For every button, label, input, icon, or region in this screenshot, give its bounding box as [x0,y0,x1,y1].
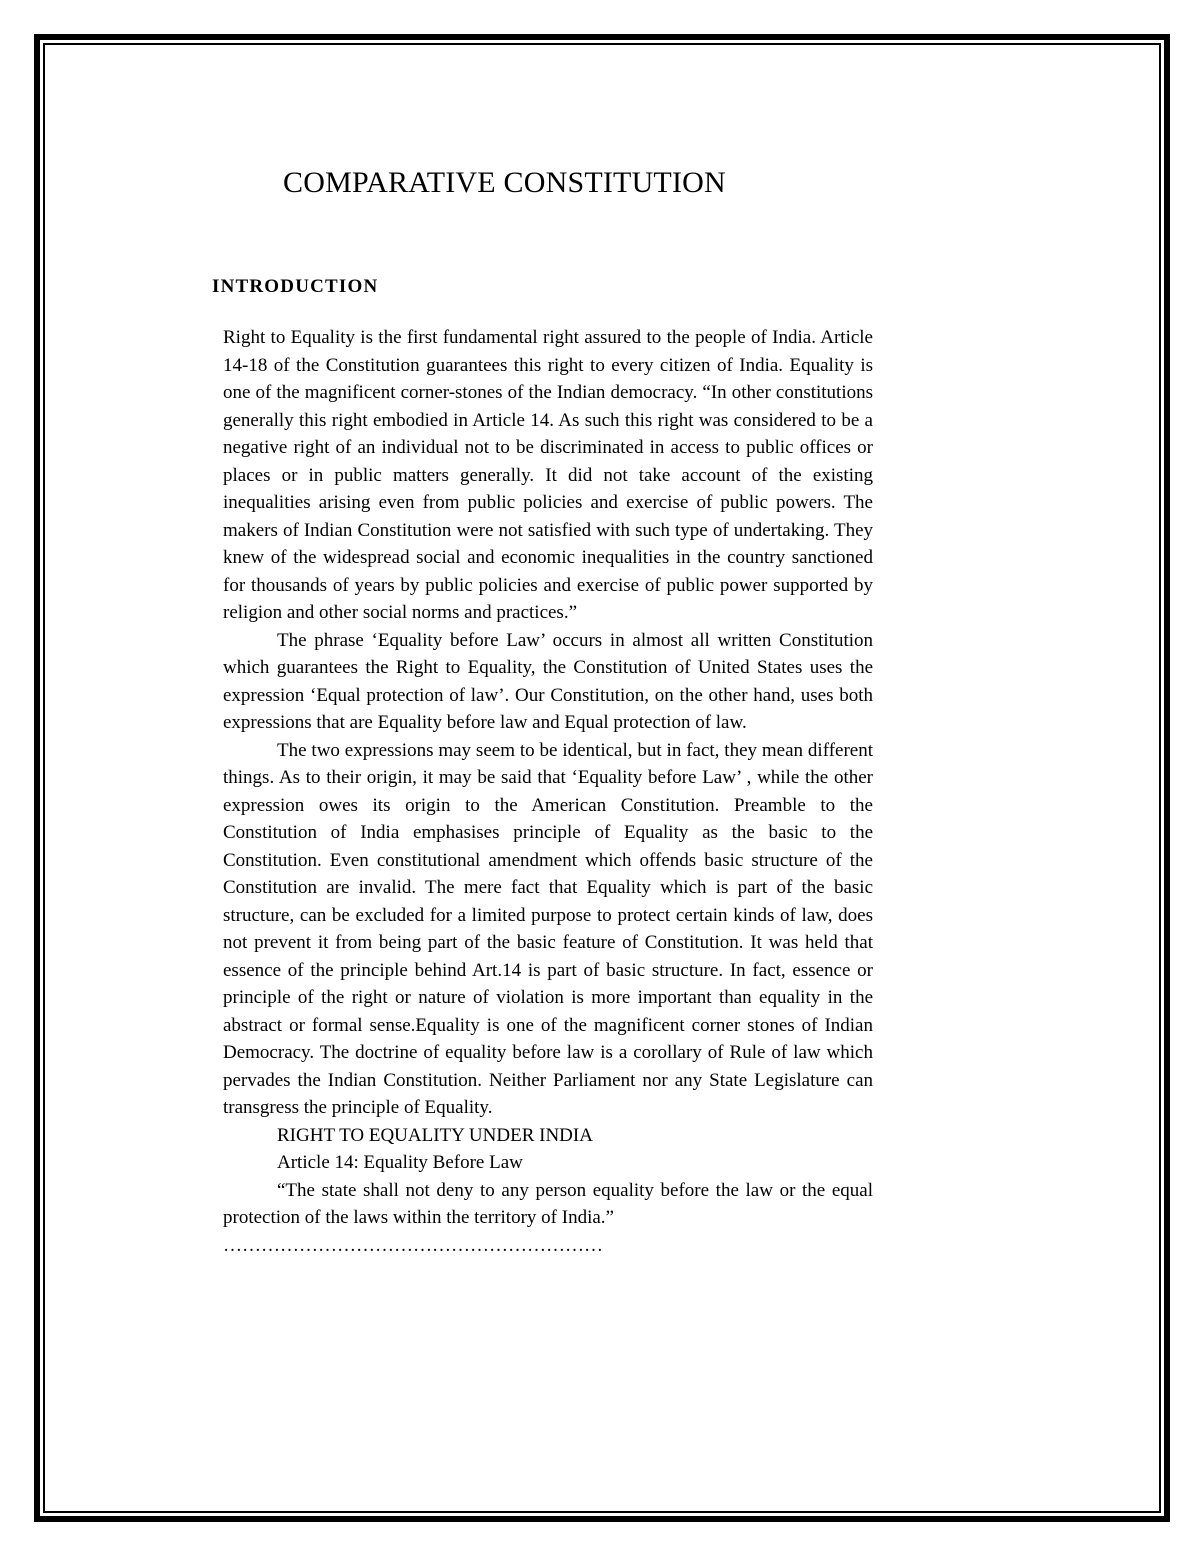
trailing-ellipsis: …………………………………………………… [223,1234,603,1256]
paragraph-right-to-equality: Right to Equality is the first fundamental right assured to the people of India. Article 14-18 of the Constitution guarantees this right to every citizen of India. Equality is one of the magnificent corner-stones of the Indian democracy. “In other constitutions generally this right embodied in Article 14. As such this right was considered to be a negative right of an individual not to be discriminated in access to public offices or places or in public matters generally. It did not take account of the existing inequalities arising even from public policies and exercise of public powers. The makers of Indian Constitution were not satisfied with such type of undertaking. They knew of the widespread social and economic inequalities in the country sanctioned for thousands of years by public policies and exercise of public power supported by religion and other social norms and practices.” [223,327,873,623]
paragraph-article-14-quote: “The state shall not deny to any person equality before the law or the equal protection of the laws within the territory of India.” [223,1179,873,1228]
paragraph-equality-before-law: The phrase ‘Equality before Law’ occurs in almost all written Constitution which guarantees the Right to Equality, the Constitution of United States uses the expression ‘Equal protection of law’. Our Constitution, on the other hand, uses both expressions that are Equality before law and Equal protection of law. [223,629,873,733]
subheading-right-to-equality-india: RIGHT TO EQUALITY UNDER INDIA [277,1124,593,1146]
paragraph-two-expressions: The two expressions may seem to be identical, but in fact, they mean different things. As to their origin, it may be said that ‘Equality before Law’ , while the other expression owes its origin to the American Constitution. Preamble to the Constitution of India emphasises principle of Equality as the basic to the Constitution. Even constitutional amendment which offends basic structure of the Constitution are invalid. The mere fact that Equality which is part of the basic structure, can be excluded for a limited purpose to protect certain kinds of law, does not prevent it from being part of the basic feature of Constitution. It was held that essence of the principle behind Art.14 is part of basic structure. In fact, essence or principle of the right or nature of violation is more important than equality in the abstract or formal sense.Equality is one of the magnificent corner stones of Indian Democracy. The doctrine of equality before law is a corollary of Rule of law which pervades the Indian Constitution. Neither Parliament nor any State Legislature can transgress the principle of Equality. [223,739,873,1118]
section-heading-introduction: INTRODUCTION [212,276,379,297]
document-body [223,324,873,1259]
document-title: COMPARATIVE CONSTITUTION [283,166,726,199]
subheading-article-14: Article 14: Equality Before Law [277,1152,523,1173]
